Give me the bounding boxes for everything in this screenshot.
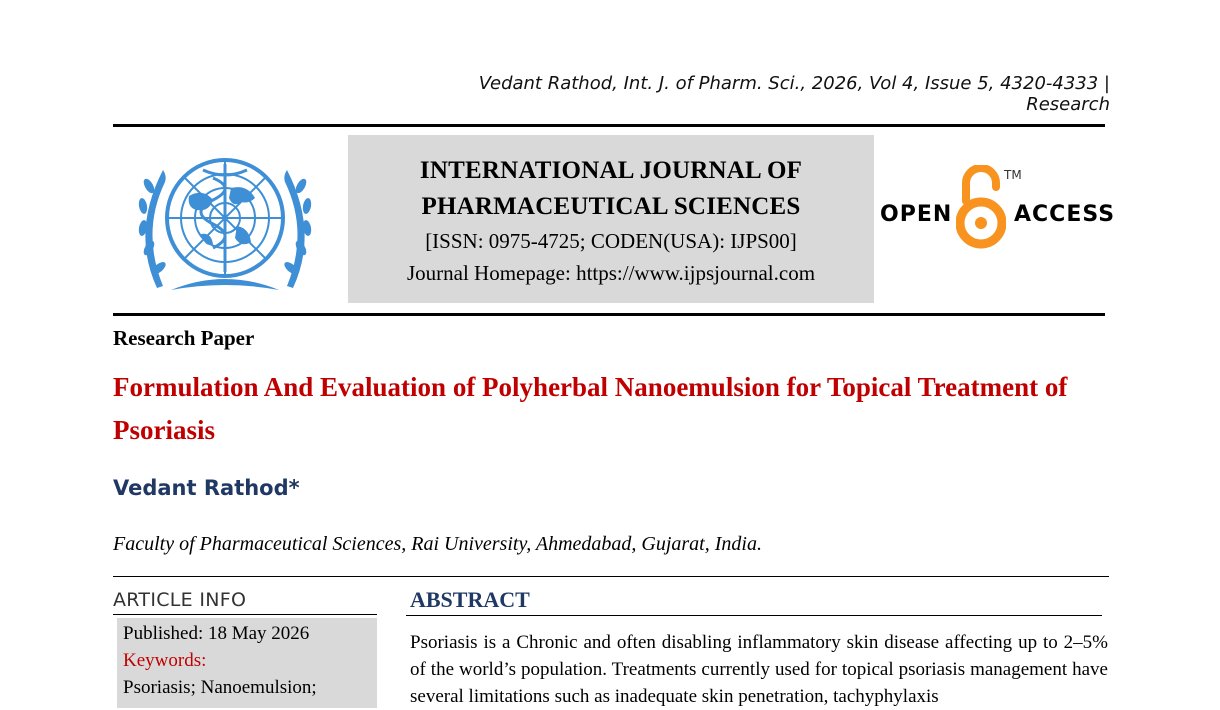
paper-type: Research Paper	[113, 326, 255, 350]
journal-masthead	[348, 135, 874, 303]
journal-issn: [ISSN: 0975-4725; CODEN(USA): IJPS00]	[425, 229, 797, 253]
journal-emblem-logo	[127, 138, 323, 306]
published-date: Published: 18 May 2026	[123, 623, 310, 644]
open-access-access-word: ACCESS	[1014, 202, 1116, 227]
open-access-trademark: TM	[1004, 168, 1022, 182]
running-head: Vedant Rathod, Int. J. of Pharm. Sci., 2026, Vol 4, Issue 5, 4320-4333 | Research	[478, 73, 1110, 115]
keywords-label: Keywords:	[123, 650, 207, 671]
open-access-badge	[880, 165, 1116, 255]
article-title: Formulation And Evaluation of Polyherbal Nanoemulsion for Topical Treatment of Psoriasis	[113, 372, 1068, 445]
open-access-open-word: OPEN	[880, 202, 953, 227]
abstract-rule	[406, 615, 1102, 616]
journal-name-line1: INTERNATIONAL JOURNAL OF	[419, 157, 803, 184]
abstract-heading: ABSTRACT	[410, 587, 530, 612]
abstract-text: Psoriasis is a Chronic and often disabling inflammatory skin disease affecting up to 2–5% of the world’s population. Treatments currently used for topical psoriasis management have several limitations such as inadequate skin penetration, tachyphylaxis	[410, 632, 1108, 707]
section-divider	[113, 576, 1109, 577]
header-rule-bottom	[113, 313, 1105, 316]
header-rule-top	[113, 124, 1105, 127]
journal-name-line2: PHARMACEUTICAL SCIENCES	[421, 193, 801, 220]
journal-homepage[interactable]: Journal Homepage: https://www.ijpsjournal.com	[406, 261, 816, 285]
author-affiliation: Faculty of Pharmaceutical Sciences, Rai University, Ahmedabad, Gujarat, India.	[113, 533, 762, 555]
keywords-list: Psoriasis; Nanoemulsion;	[123, 677, 317, 698]
open-access-lock-icon	[956, 165, 1006, 251]
article-info-heading: ARTICLE INFO	[113, 589, 247, 611]
article-info-rule	[113, 614, 377, 615]
article-author[interactable]: Vedant Rathod*	[113, 476, 300, 500]
